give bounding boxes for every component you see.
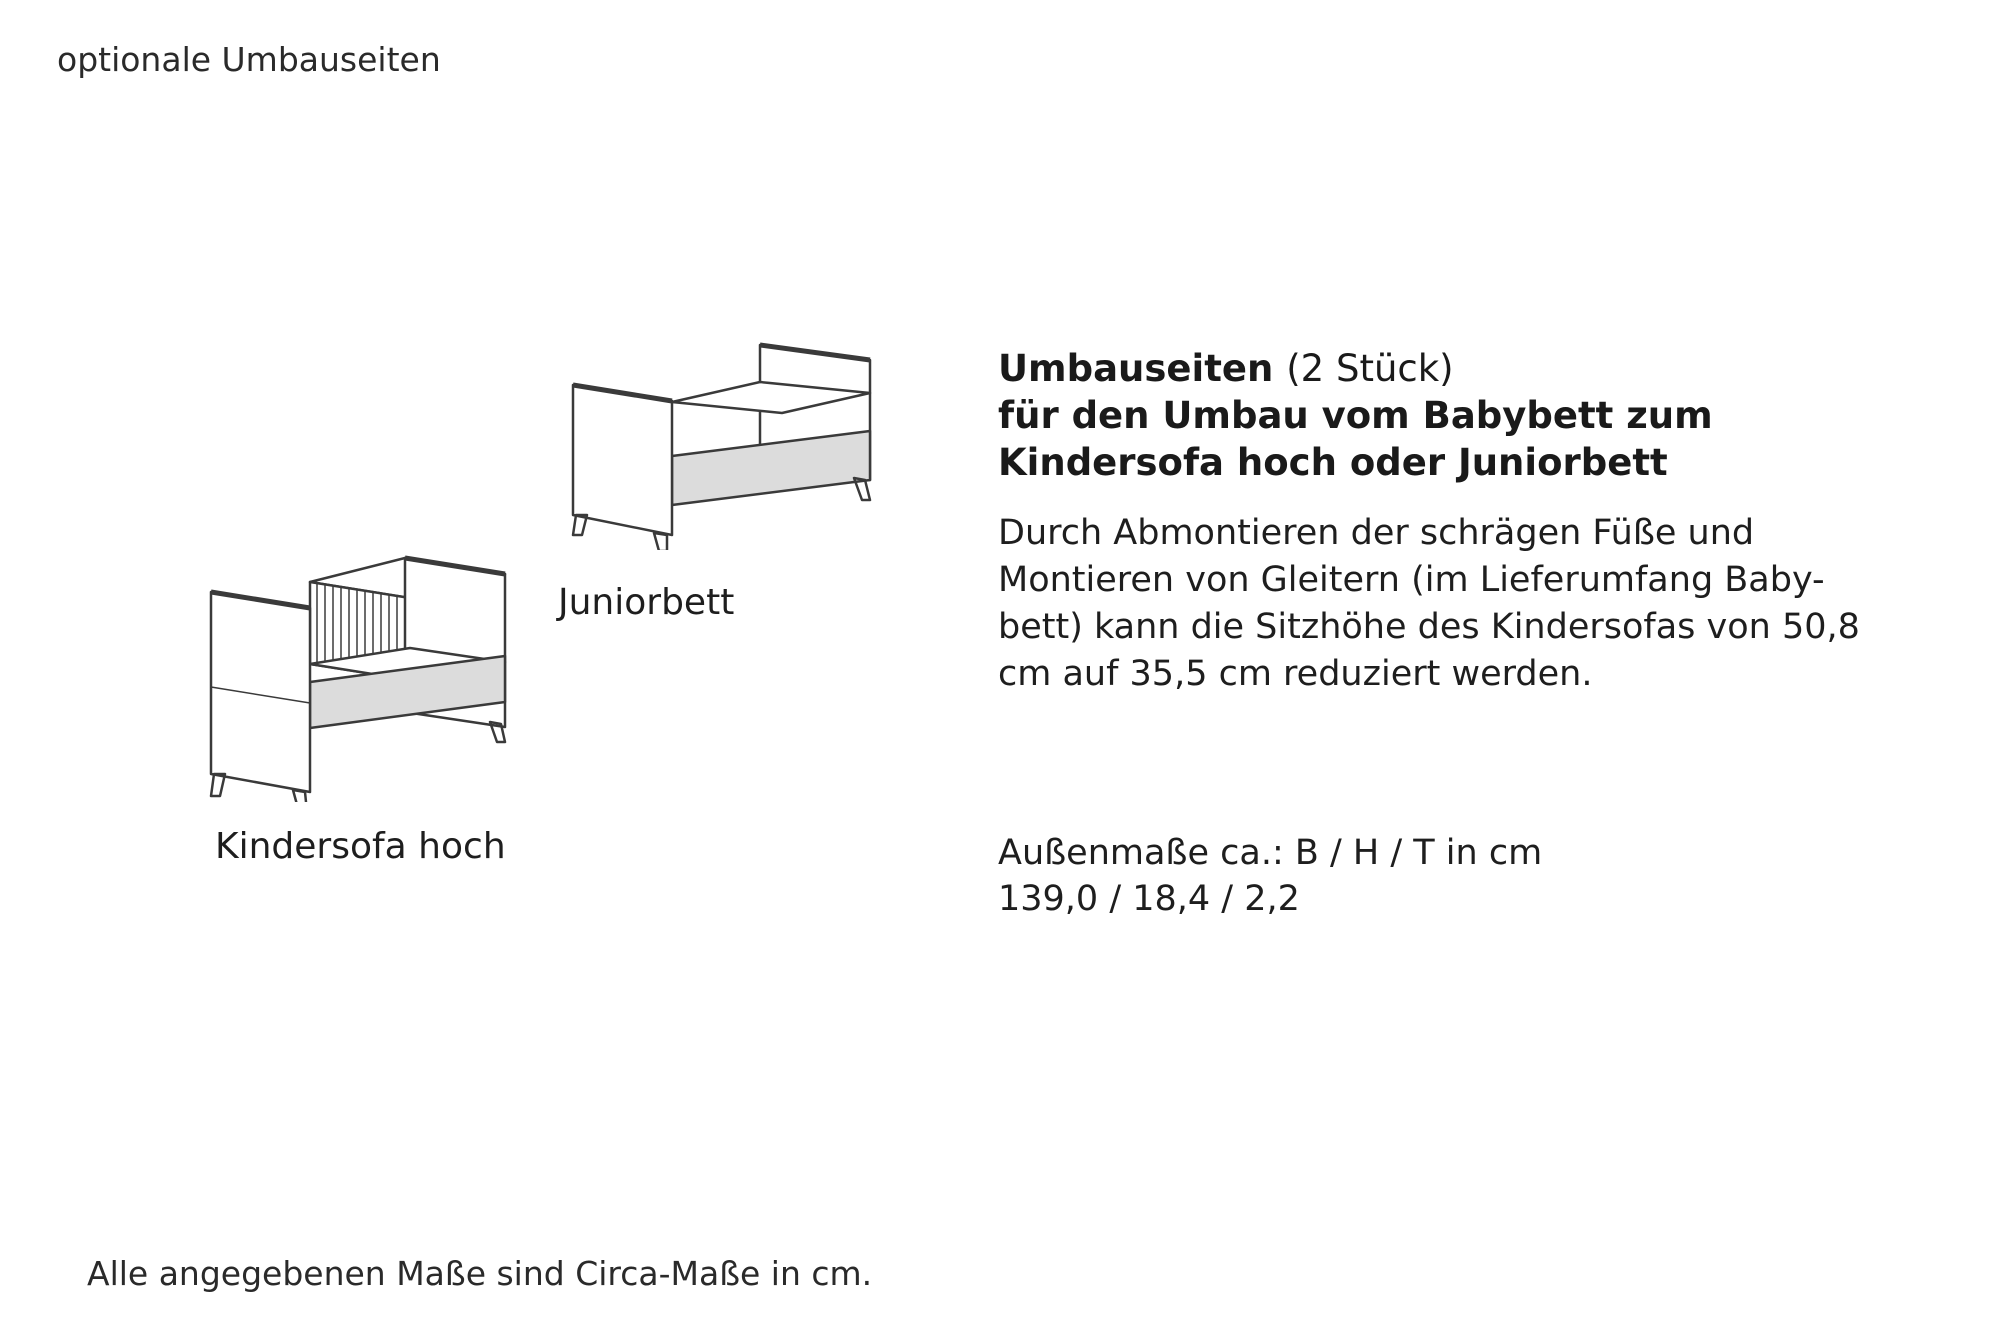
description (998, 510, 1958, 698)
juniorbett-caption: Juniorbett (558, 582, 735, 623)
kindersofa-illustration (205, 552, 515, 802)
description-line: cm auf 35,5 cm reduziert werden. (998, 654, 1593, 694)
heading-line-2: für den Umbau vom Babybett zum (998, 394, 1713, 437)
footer-note: Alle angegebenen Maße sind Circa-Maße in cm. (87, 1254, 873, 1293)
description-line: bett) kann die Sitzhöhe des Kindersofas von 50,8 (998, 607, 1860, 647)
dimensions-values: 139,0 / 18,4 / 2,2 (998, 879, 1300, 919)
heading-line-3: Kindersofa hoch oder Juniorbett (998, 441, 1668, 484)
heading-title: Umbauseiten (998, 347, 1274, 390)
info-block (998, 345, 1958, 698)
kindersofa-caption: Kindersofa hoch (215, 826, 506, 867)
heading-quantity: (2 Stück) (1286, 347, 1454, 390)
juniorbett-illustration (560, 335, 880, 550)
dimensions-block (998, 830, 1542, 922)
dimensions-label: Außenmaße ca.: B / H / T in cm (998, 833, 1543, 873)
heading (998, 345, 1958, 486)
juniorbett-drawing (560, 335, 880, 550)
page-label: optionale Umbauseiten (57, 40, 441, 79)
description-line: Montieren von Gleitern (im Lieferumfang Baby- (998, 560, 1825, 600)
description-line: Durch Abmontieren der schrägen Füße und (998, 513, 1755, 553)
heading-line-1 (998, 345, 1958, 392)
kindersofa-drawing (205, 552, 515, 802)
